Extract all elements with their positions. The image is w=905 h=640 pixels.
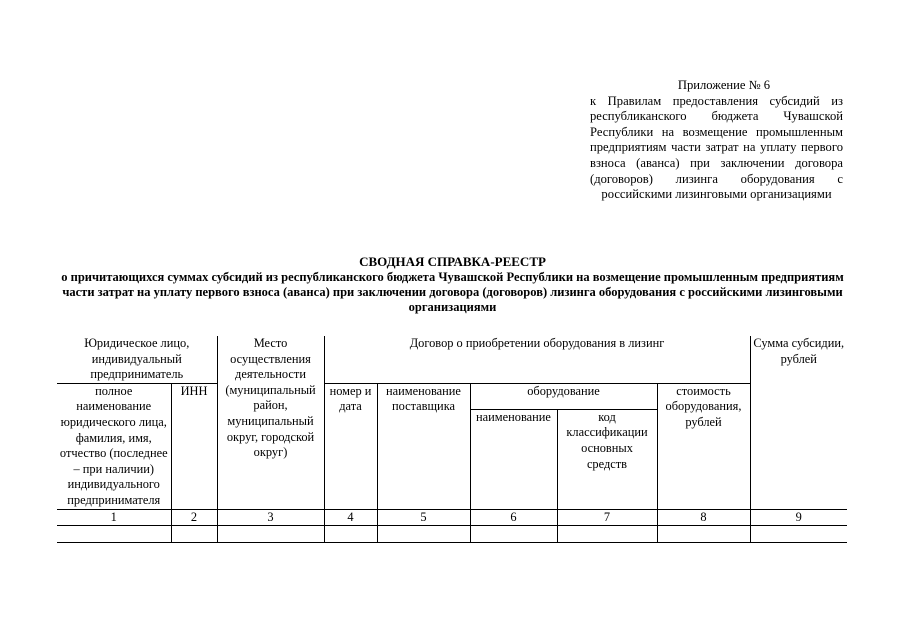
column-number: 6: [470, 509, 557, 526]
location-header: Место осуществления деятельности (муниципальный район, муниципальный округ, городской округ): [225, 336, 316, 460]
classifier-code-header: код классификации основных средств: [566, 409, 648, 471]
appendix-block: [590, 78, 843, 203]
empty-cell: [57, 526, 171, 543]
equipment-name-header-cell: [470, 409, 557, 509]
column-number: 4: [324, 509, 377, 526]
supplier-header: наименование поставщика: [386, 383, 461, 414]
classifier-code-header-cell: [557, 409, 657, 509]
empty-cell: [750, 526, 847, 543]
contract-header: Договор о приобретении оборудования в лизинг: [409, 336, 665, 350]
column-number: 1: [57, 509, 171, 526]
number-date-header-cell: [324, 383, 377, 509]
column-number: 7: [557, 509, 657, 526]
registry-table: [57, 336, 847, 543]
cost-header: стоимость оборудования, рублей: [665, 383, 742, 429]
subsidy-header-cell: [750, 336, 847, 509]
document-subtitle: о причитающихся суммах субсидий из республиканского бюджета Чувашской Республики на возмещение промышленным предприятиям части затрат на уплату первого взноса (аванса) при заключении договора (договоров) лизинга оборудования с российскими лизинговыми организациями: [61, 270, 844, 314]
empty-cell: [324, 526, 377, 543]
number-date-header: номер и дата: [329, 383, 372, 414]
empty-cell: [557, 526, 657, 543]
empty-cell: [470, 526, 557, 543]
subsidy-header: Сумма субсидии, рублей: [753, 336, 845, 366]
empty-cell: [657, 526, 750, 543]
empty-cell: [171, 526, 217, 543]
empty-cell: [217, 526, 324, 543]
equipment-name-header: наименование: [476, 409, 551, 424]
header-row-2: [57, 383, 847, 409]
empty-cell: [377, 526, 470, 543]
entity-header-cell: [57, 336, 217, 383]
column-number: 3: [217, 509, 324, 526]
supplier-header-cell: [377, 383, 470, 509]
document-title: СВОДНАЯ СПРАВКА-РЕЕСТР: [359, 254, 546, 269]
entity-header: Юридическое лицо, индивидуальный предприниматель: [84, 336, 190, 382]
entity-name-header-cell: [57, 383, 171, 509]
column-number-row: [57, 509, 847, 526]
contract-header-cell: [324, 336, 750, 383]
column-number: 9: [750, 509, 847, 526]
inn-header: ИНН: [180, 383, 208, 398]
equipment-header: оборудование: [527, 383, 600, 398]
appendix-text: к Правилам предоставления субсидий из республиканского бюджета Чувашской Республики на возмещение промышленным предприятиям части затрат на уплату первого взноса (аванса) при заключении договора (договоров) лизинга оборудования с российскими лизинговыми организациями: [590, 93, 843, 202]
appendix-number: Приложение № 6: [677, 78, 771, 92]
column-number: 5: [377, 509, 470, 526]
cost-header-cell: [657, 383, 750, 509]
entity-name-header: полное наименование юридического лица, фамилия, имя, отчество (последнее – при наличии) индивидуального предпринимателя: [59, 383, 168, 507]
location-header-cell: [217, 336, 324, 509]
empty-data-row: [57, 526, 847, 543]
column-number: 2: [171, 509, 217, 526]
inn-header-cell: [171, 383, 217, 509]
equipment-header-cell: [470, 383, 657, 409]
column-number: 8: [657, 509, 750, 526]
header-row-1: [57, 336, 847, 383]
